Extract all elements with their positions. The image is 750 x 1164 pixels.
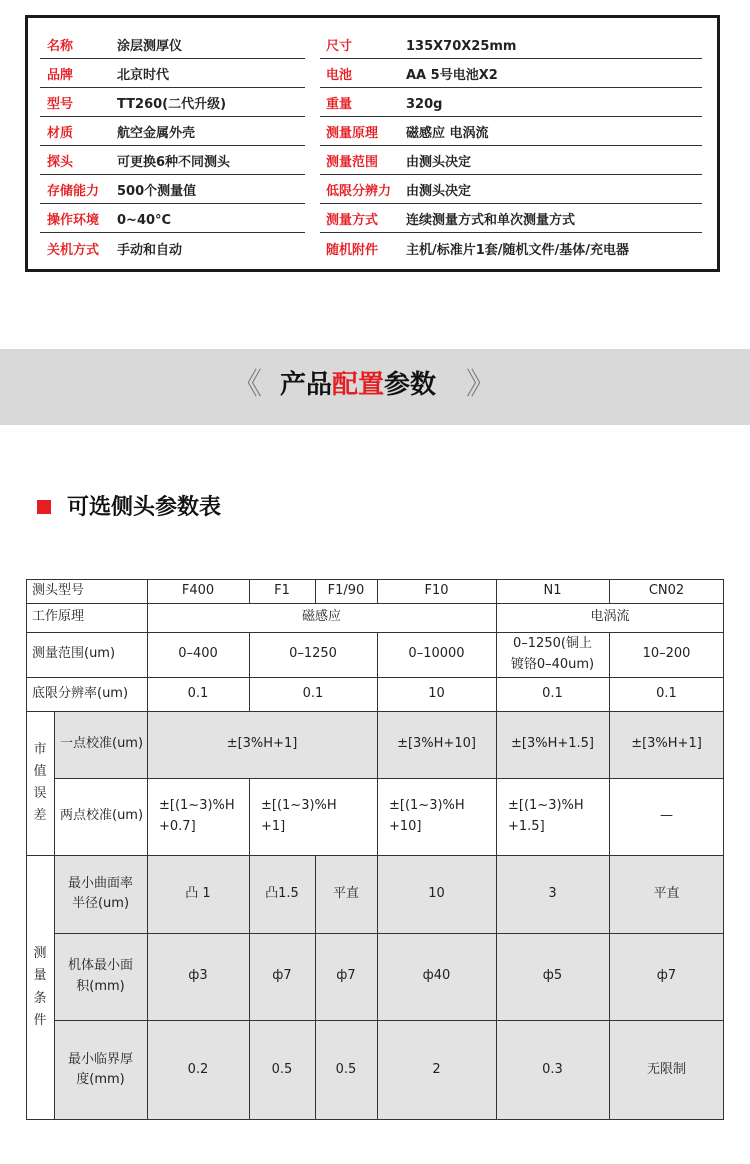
- thickness-value-cell-text: 0.5: [335, 1061, 357, 1077]
- probe-parameter-table: [26, 579, 724, 1120]
- resolution-value-cell-text: 10: [428, 685, 445, 701]
- error-group-char: 误: [33, 786, 47, 801]
- model-cell: [377, 579, 496, 603]
- resolution-value-cell: [377, 677, 496, 711]
- spec-value: 0~40°C: [117, 213, 172, 228]
- principle-value-cell-text: 电涡流: [590, 609, 630, 625]
- spec-value: 由测头决定: [406, 184, 472, 199]
- grid-line: [249, 579, 250, 604]
- thickness-value-cell: [377, 1020, 496, 1120]
- grid-line: [315, 579, 316, 604]
- range-label-cell-text: 测量范围(um): [32, 646, 116, 662]
- area-value-cell: [249, 933, 315, 1020]
- spec-value: 由测头决定: [406, 155, 472, 170]
- range-value-cell-text: 0–1250(铜上 镀铬0–40um): [510, 636, 595, 672]
- resolution-value-cell-text: 0.1: [187, 685, 209, 701]
- curvature-label-cell-text: 最小曲面率 半径(um): [67, 875, 133, 911]
- area-value-cell-text: ф7: [336, 968, 356, 984]
- range-value-cell: [249, 632, 377, 677]
- range-value-cell-text: 10–200: [642, 646, 691, 662]
- spec-key: 品牌: [47, 68, 74, 83]
- resolution-value-cell: [496, 677, 609, 711]
- one-point-label-cell: [54, 711, 147, 778]
- curvature-value-cell: [147, 855, 249, 933]
- thickness-value-cell-text: 0.3: [542, 1061, 563, 1077]
- curvature-value-cell: [377, 855, 496, 933]
- error-group-char: 值: [33, 763, 47, 779]
- spec-row: [28, 206, 717, 235]
- model-cell-text: F1/90: [327, 582, 365, 598]
- spec-key: 名称: [47, 39, 74, 54]
- principle-value-cell-text: 磁感应: [301, 609, 341, 625]
- spec-value: 磁感应 电涡流: [406, 126, 489, 141]
- spec-key: 测量方式: [326, 213, 379, 228]
- thickness-label-cell: [54, 1020, 147, 1120]
- spec-value: 航空金属外壳: [117, 126, 196, 141]
- area-value-cell-text: ф7: [272, 968, 292, 984]
- thickness-value-cell-text: 0.5: [271, 1061, 293, 1077]
- grid-line: [26, 579, 27, 1120]
- range-value-cell-text: 0–400: [178, 646, 218, 662]
- spec-divider: [40, 174, 305, 175]
- grid-line: [609, 632, 610, 1120]
- two-point-value-cell: [249, 778, 377, 855]
- curvature-value-cell: [609, 855, 724, 933]
- one-point-value-cell-text: ±[3%H+10]: [397, 736, 476, 752]
- header-label-cell-text: 测头型号: [32, 582, 85, 598]
- two-point-value-cell: [377, 778, 496, 855]
- curvature-value-cell-text: 10: [428, 885, 445, 901]
- two-point-value-cell-text: ±[(1~3)%H +10]: [389, 798, 465, 834]
- thickness-value-cell: [249, 1020, 315, 1120]
- two-point-value-cell: [147, 778, 249, 855]
- spec-divider: [40, 87, 305, 88]
- spec-row: [28, 177, 717, 206]
- spec-row: [28, 32, 717, 61]
- grid-line: [26, 579, 724, 580]
- area-value-cell: [315, 933, 377, 1020]
- error-group-char: 市: [33, 741, 47, 757]
- spec-value: 手动和自动: [117, 243, 183, 258]
- area-value-cell-text: ф7: [656, 968, 677, 984]
- model-cell: [315, 579, 377, 603]
- spec-row: [28, 90, 717, 119]
- spec-value: 135X70X25mm: [406, 39, 517, 54]
- section-banner: [0, 349, 750, 425]
- spec-row: [28, 148, 717, 177]
- principle-value-cell: [147, 603, 496, 632]
- principle-label-cell-text: 工作原理: [32, 609, 85, 625]
- error-group-char: 差: [33, 808, 47, 824]
- spec-key: 型号: [47, 97, 74, 112]
- chevron-right-icon: 》: [466, 367, 496, 402]
- grid-line: [315, 855, 316, 1120]
- chevron-left-icon: 《: [232, 367, 262, 402]
- model-cell-text: CN02: [648, 582, 685, 598]
- grid-line: [147, 579, 148, 1120]
- one-point-label-cell-text: 一点校准(um): [60, 736, 144, 752]
- spec-divider: [40, 203, 305, 204]
- banner-title-part1: 产品: [280, 370, 333, 400]
- area-value-cell: [496, 933, 609, 1020]
- two-point-value-cell-text: ±[(1~3)%H +0.7]: [159, 798, 235, 834]
- spec-value: 500个测量值: [117, 184, 197, 199]
- spec-key: 重量: [326, 97, 353, 112]
- resolution-value-cell: [609, 677, 724, 711]
- resolution-value-cell: [249, 677, 377, 711]
- resolution-label-cell: [26, 677, 147, 711]
- spec-key: 随机附件: [326, 243, 379, 258]
- resolution-value-cell-text: 0.1: [302, 685, 324, 701]
- grid-line: [26, 632, 724, 633]
- thickness-value-cell-text: 2: [432, 1061, 441, 1077]
- grid-line: [26, 1119, 724, 1120]
- area-value-cell: [147, 933, 249, 1020]
- one-point-value-cell: [496, 711, 609, 778]
- resolution-value-cell-text: 0.1: [542, 685, 563, 701]
- spec-row: [28, 119, 717, 148]
- resolution-value-cell-text: 0.1: [656, 685, 677, 701]
- spec-key: 探头: [47, 155, 74, 170]
- grid-line: [249, 778, 250, 1120]
- one-point-value-cell: [147, 711, 377, 778]
- model-cell: [249, 579, 315, 603]
- area-value-cell-text: ф3: [188, 968, 208, 984]
- condition-group-label: [26, 855, 54, 1120]
- two-point-value-cell-text: —: [660, 808, 673, 824]
- curvature-value-cell: [496, 855, 609, 933]
- grid-line: [723, 579, 724, 1120]
- resolution-value-cell: [147, 677, 249, 711]
- curvature-value-cell-text: 凸 1: [185, 885, 211, 901]
- banner-title-highlight: 配置: [332, 370, 385, 400]
- grid-line: [249, 632, 250, 712]
- grid-line: [609, 579, 610, 604]
- banner-title: [280, 363, 436, 407]
- spec-divider: [320, 174, 702, 175]
- spec-divider: [320, 203, 702, 204]
- thickness-value-cell: [315, 1020, 377, 1120]
- model-cell: [147, 579, 249, 603]
- model-cell-text: N1: [543, 582, 562, 598]
- spec-divider: [40, 58, 305, 59]
- grid-line: [54, 711, 55, 1120]
- model-cell: [496, 579, 609, 603]
- model-cell: [609, 579, 724, 603]
- area-value-cell: [377, 933, 496, 1020]
- spec-box: [25, 15, 720, 272]
- two-point-value-cell-text: ±[(1~3)%H +1.5]: [508, 798, 584, 834]
- range-value-cell: [147, 632, 249, 677]
- grid-line: [377, 579, 378, 604]
- error-group-label: [26, 711, 54, 855]
- spec-key: 操作环境: [47, 213, 100, 228]
- resolution-label-cell-text: 底限分辨率(um): [32, 685, 129, 701]
- one-point-value-cell-text: ±[3%H+1]: [631, 736, 702, 752]
- grid-line: [496, 579, 497, 1120]
- thickness-value-cell: [609, 1020, 724, 1120]
- thickness-value-cell-text: 无限制: [646, 1061, 686, 1077]
- principle-label-cell: [26, 603, 147, 632]
- grid-line: [26, 855, 724, 856]
- spec-divider: [320, 116, 702, 117]
- area-label-cell: [54, 933, 147, 1020]
- spec-divider: [40, 145, 305, 146]
- curvature-value-cell-text: 凸1.5: [265, 885, 299, 901]
- area-label-cell-text: 机体最小面 积(mm): [67, 958, 133, 994]
- spec-value: AA 5号电池X2: [406, 68, 498, 83]
- banner-title-part2: 参数: [384, 370, 437, 400]
- spec-key: 材质: [47, 126, 74, 141]
- curvature-value-cell-text: 平直: [332, 885, 359, 901]
- condition-group-char: 量: [33, 968, 47, 984]
- range-value-cell-text: 0–1250: [289, 646, 337, 662]
- grid-line: [26, 603, 724, 604]
- spec-key: 低限分辨力: [326, 184, 392, 199]
- two-point-label-cell-text: 两点校准(um): [60, 808, 144, 824]
- two-point-label-cell: [54, 778, 147, 855]
- thickness-value-cell-text: 0.2: [187, 1061, 209, 1077]
- spec-divider: [40, 116, 305, 117]
- spec-divider: [320, 58, 702, 59]
- spec-key: 尺寸: [326, 39, 353, 54]
- condition-group-char: 条: [33, 990, 47, 1006]
- range-label-cell: [26, 632, 147, 677]
- spec-value: 北京时代: [117, 68, 170, 83]
- grid-line: [26, 677, 724, 678]
- range-value-cell-text: 0–10000: [408, 646, 465, 662]
- section-title: 可选侧头参数表: [67, 495, 222, 520]
- spec-key: 电池: [326, 68, 353, 83]
- spec-key: 测量原理: [326, 126, 379, 141]
- grid-line: [54, 778, 724, 779]
- thickness-label-cell-text: 最小临界厚 度(mm): [67, 1051, 133, 1087]
- spec-value: 主机/标准片1套/随机文件/基体/充电器: [406, 243, 630, 258]
- grid-line: [377, 632, 378, 1120]
- two-point-value-cell: [609, 778, 724, 855]
- spec-value: TT260(二代升级): [117, 97, 227, 112]
- spec-value: 可更换6种不同测头: [117, 155, 231, 170]
- one-point-value-cell: [377, 711, 496, 778]
- spec-value: 320g: [406, 97, 443, 112]
- spec-key: 关机方式: [47, 243, 100, 258]
- condition-group-char: 件: [33, 1012, 47, 1028]
- curvature-value-cell: [249, 855, 315, 933]
- spec-divider: [320, 232, 702, 233]
- spec-divider: [320, 87, 702, 88]
- principle-value-cell: [496, 603, 724, 632]
- area-value-cell: [609, 933, 724, 1020]
- spec-divider: [40, 232, 305, 233]
- grid-line: [26, 711, 724, 712]
- area-value-cell-text: ф40: [422, 968, 451, 984]
- grid-line: [54, 1020, 724, 1021]
- curvature-value-cell: [315, 855, 377, 933]
- two-point-value-cell-text: ±[(1~3)%H +1]: [261, 798, 337, 834]
- spec-row: [28, 61, 717, 90]
- spec-divider: [320, 145, 702, 146]
- model-cell-text: F10: [424, 582, 449, 598]
- one-point-value-cell: [609, 711, 724, 778]
- range-value-cell: [377, 632, 496, 677]
- header-label-cell: [26, 579, 147, 603]
- curvature-label-cell: [54, 855, 147, 933]
- one-point-value-cell-text: ±[3%H+1]: [226, 736, 298, 752]
- one-point-value-cell-text: ±[3%H+1.5]: [510, 736, 594, 752]
- curvature-value-cell-text: 3: [548, 885, 557, 901]
- spec-value: 连续测量方式和单次测量方式: [406, 213, 576, 228]
- condition-group-char: 测: [33, 946, 47, 962]
- thickness-value-cell: [147, 1020, 249, 1120]
- thickness-value-cell: [496, 1020, 609, 1120]
- grid-line: [54, 933, 724, 934]
- model-cell-text: F1: [274, 582, 290, 598]
- spec-row: [28, 236, 717, 265]
- area-value-cell-text: ф5: [542, 968, 563, 984]
- curvature-value-cell-text: 平直: [653, 885, 680, 901]
- spec-key: 测量范围: [326, 155, 379, 170]
- model-cell-text: F400: [181, 582, 215, 598]
- spec-value: 涂层测厚仪: [117, 39, 183, 54]
- spec-key: 存储能力: [47, 184, 100, 199]
- range-value-cell: [496, 632, 609, 677]
- two-point-value-cell: [496, 778, 609, 855]
- range-value-cell: [609, 632, 724, 677]
- red-square-icon: [37, 500, 51, 514]
